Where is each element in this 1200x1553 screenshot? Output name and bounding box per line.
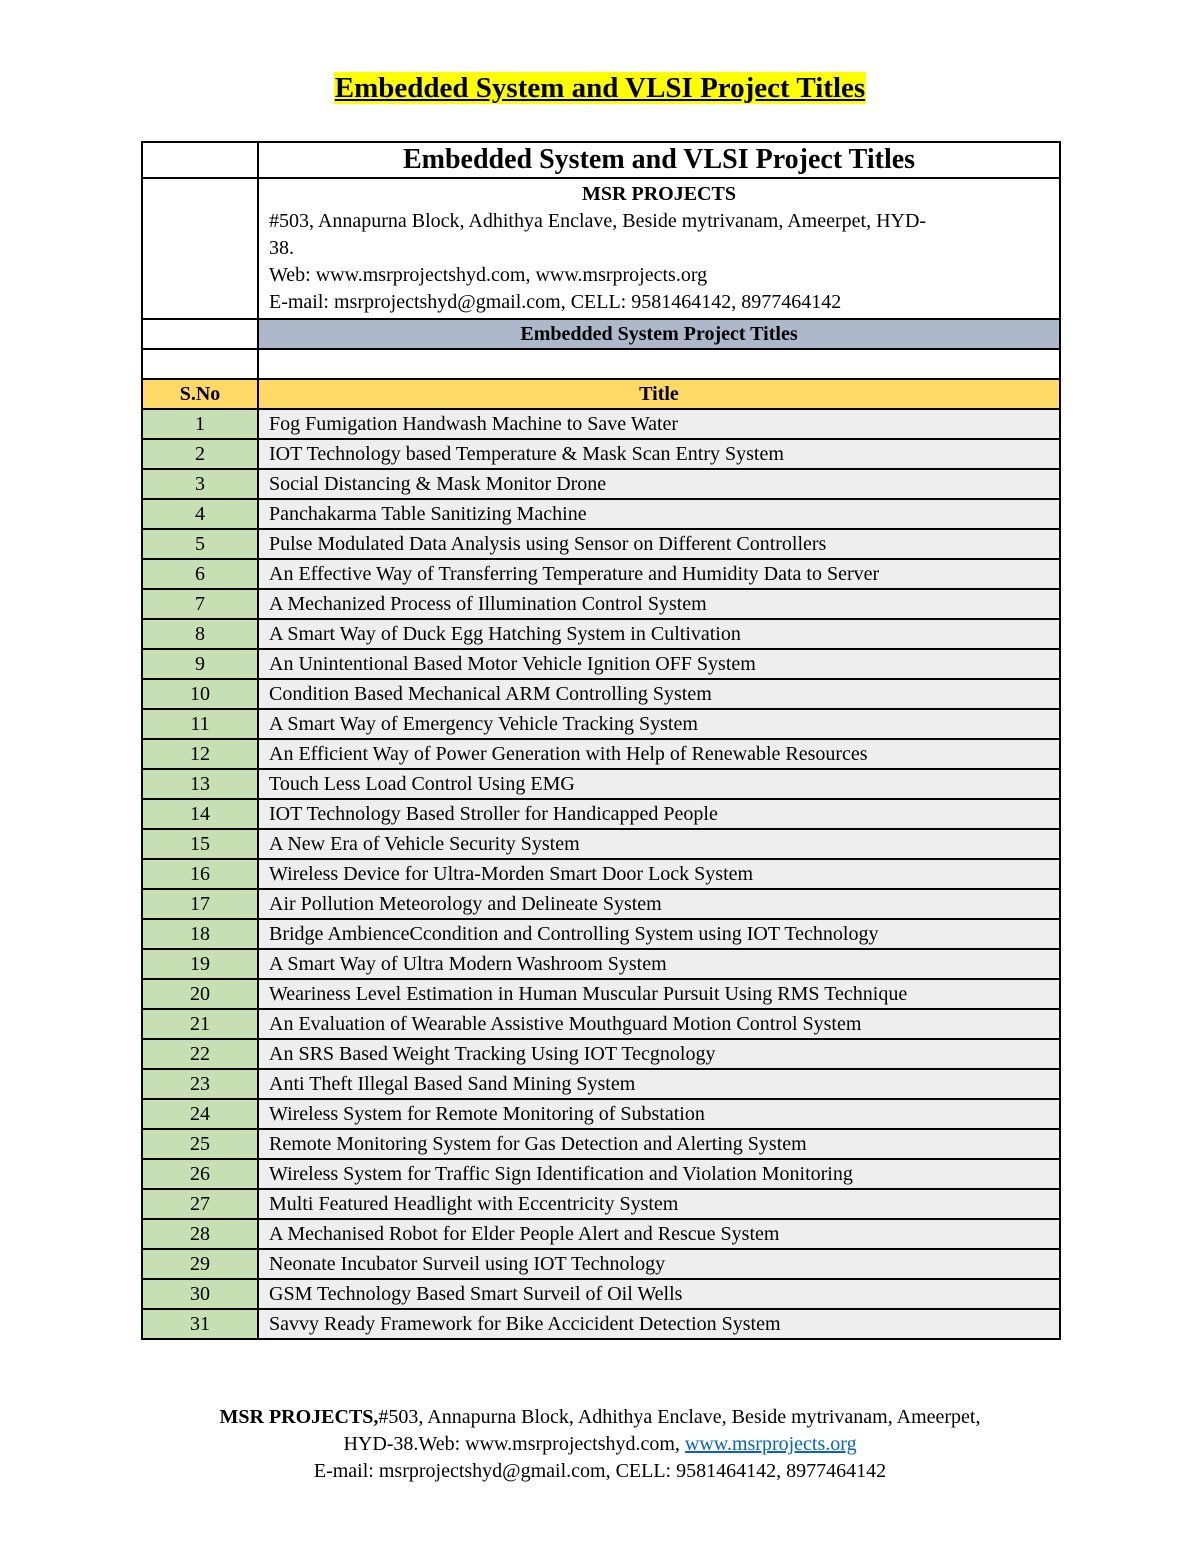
row-sno: 2 (142, 439, 258, 469)
row-title: Bridge AmbienceCcondition and Controlling System using IOT Technology (258, 919, 1060, 949)
footer-web: HYD-38.Web: www.msrprojectshyd.com, (343, 1433, 685, 1455)
table-heading-row (142, 142, 1060, 178)
row-sno: 18 (142, 919, 258, 949)
row-title: Condition Based Mechanical ARM Controlling System (258, 679, 1060, 709)
row-title: Savvy Ready Framework for Bike Accicident Detection System (258, 1309, 1060, 1339)
table-row (142, 1009, 1060, 1039)
table-row (142, 529, 1060, 559)
table-row (142, 1069, 1060, 1099)
row-title: A Mechanized Process of Illumination Control System (258, 589, 1060, 619)
row-sno: 31 (142, 1309, 258, 1339)
row-title: Air Pollution Meteorology and Delineate System (258, 889, 1060, 919)
row-title: Panchakarma Table Sanitizing Machine (258, 499, 1060, 529)
footer-address: #503, Annapurna Block, Adhithya Enclave, Beside mytrivanam, Ameerpet, (378, 1406, 981, 1428)
row-sno: 1 (142, 409, 258, 439)
info-empty-cell (142, 178, 258, 319)
column-header-title: Title (258, 379, 1060, 409)
row-sno: 14 (142, 799, 258, 829)
row-sno: 24 (142, 1099, 258, 1129)
table-row (142, 619, 1060, 649)
row-title: A Smart Way of Duck Egg Hatching System in Cultivation (258, 619, 1060, 649)
company-address-line1: #503, Annapurna Block, Adhithya Enclave, Beside mytrivanam, Ameerpet, HYD- (269, 210, 927, 232)
blank-row (142, 349, 1060, 379)
row-title: An Effective Way of Transferring Temperature and Humidity Data to Server (258, 559, 1060, 589)
row-title: IOT Technology Based Stroller for Handicapped People (258, 799, 1060, 829)
row-sno: 19 (142, 949, 258, 979)
row-title: An Evaluation of Wearable Assistive Mouthguard Motion Control System (258, 1009, 1060, 1039)
row-sno: 4 (142, 499, 258, 529)
table-row (142, 1309, 1060, 1339)
footer-website-link[interactable]: www.msrprojects.org (684, 1433, 857, 1455)
table-row (142, 1129, 1060, 1159)
footer-company: MSR PROJECTS, (219, 1406, 379, 1428)
table-row (142, 409, 1060, 439)
row-sno: 8 (142, 619, 258, 649)
row-title: Anti Theft Illegal Based Sand Mining System (258, 1069, 1060, 1099)
row-sno: 29 (142, 1249, 258, 1279)
company-info-row (142, 178, 1060, 319)
table-row (142, 709, 1060, 739)
table-row (142, 1099, 1060, 1129)
table-row (142, 859, 1060, 889)
row-sno: 17 (142, 889, 258, 919)
company-info-cell (258, 178, 1060, 319)
row-sno: 28 (142, 1219, 258, 1249)
table-row (142, 469, 1060, 499)
table-main-heading: Embedded System and VLSI Project Titles (258, 142, 1060, 178)
row-title: An Unintentional Based Motor Vehicle Ignition OFF System (258, 649, 1060, 679)
company-email: E-mail: msrprojectshyd@gmail.com, CELL: 9581464142, 8977464142 (269, 291, 842, 313)
row-sno: 22 (142, 1039, 258, 1069)
blank-cell (258, 349, 1060, 379)
row-title: Neonate Incubator Surveil using IOT Technology (258, 1249, 1060, 1279)
document-title-text: Embedded System and VLSI Project Titles (334, 72, 866, 104)
company-web: Web: www.msrprojectshyd.com, www.msrprojects.org (269, 264, 708, 286)
page-footer (0, 1404, 1200, 1485)
row-sno: 21 (142, 1009, 258, 1039)
table-row (142, 889, 1060, 919)
row-title: A Mechanised Robot for Elder People Alert and Rescue System (258, 1219, 1060, 1249)
table-row (142, 1279, 1060, 1309)
footer-line3: E-mail: msrprojectshyd@gmail.com, CELL: 9581464142, 8977464142 (313, 1460, 887, 1482)
row-title: Social Distancing & Mask Monitor Drone (258, 469, 1060, 499)
table-row (142, 1249, 1060, 1279)
table-row (142, 949, 1060, 979)
table-row (142, 1219, 1060, 1249)
table-row (142, 829, 1060, 859)
row-sno: 6 (142, 559, 258, 589)
table-row (142, 559, 1060, 589)
table-row (142, 439, 1060, 469)
table-row (142, 589, 1060, 619)
company-name: MSR PROJECTS (582, 183, 736, 205)
row-title: A New Era of Vehicle Security System (258, 829, 1060, 859)
row-sno: 27 (142, 1189, 258, 1219)
row-sno: 26 (142, 1159, 258, 1189)
table-row (142, 499, 1060, 529)
row-title: A Smart Way of Emergency Vehicle Tracking System (258, 709, 1060, 739)
row-title: An Efficient Way of Power Generation with Help of Renewable Resources (258, 739, 1060, 769)
footer-line1 (0, 1404, 1200, 1431)
row-sno: 15 (142, 829, 258, 859)
row-title: Wireless System for Traffic Sign Identification and Violation Monitoring (258, 1159, 1060, 1189)
project-titles-table (141, 141, 1061, 1340)
table-row (142, 679, 1060, 709)
row-title: A Smart Way of Ultra Modern Washroom System (258, 949, 1060, 979)
row-title: Wireless System for Remote Monitoring of Substation (258, 1099, 1060, 1129)
row-sno: 30 (142, 1279, 258, 1309)
table-row (142, 1159, 1060, 1189)
row-title: Remote Monitoring System for Gas Detection and Alerting System (258, 1129, 1060, 1159)
table-row (142, 739, 1060, 769)
row-title: Pulse Modulated Data Analysis using Sensor on Different Controllers (258, 529, 1060, 559)
table-row (142, 1189, 1060, 1219)
row-sno: 25 (142, 1129, 258, 1159)
column-header-row (142, 379, 1060, 409)
row-title: GSM Technology Based Smart Surveil of Oil Wells (258, 1279, 1060, 1309)
row-sno: 7 (142, 589, 258, 619)
row-sno: 5 (142, 529, 258, 559)
row-sno: 13 (142, 769, 258, 799)
row-sno: 16 (142, 859, 258, 889)
table-row (142, 979, 1060, 1009)
table-row (142, 769, 1060, 799)
company-address-line2: 38. (269, 237, 294, 259)
heading-empty-cell (142, 142, 258, 178)
section-heading: Embedded System Project Titles (258, 319, 1060, 349)
table-row (142, 919, 1060, 949)
row-title: Touch Less Load Control Using EMG (258, 769, 1060, 799)
row-sno: 12 (142, 739, 258, 769)
row-title: An SRS Based Weight Tracking Using IOT Tecgnology (258, 1039, 1060, 1069)
row-sno: 3 (142, 469, 258, 499)
section-heading-row (142, 319, 1060, 349)
row-sno: 9 (142, 649, 258, 679)
row-sno: 23 (142, 1069, 258, 1099)
table-row (142, 799, 1060, 829)
row-title: Wireless Device for Ultra-Morden Smart Door Lock System (258, 859, 1060, 889)
document-title (0, 72, 1200, 105)
row-title: Fog Fumigation Handwash Machine to Save Water (258, 409, 1060, 439)
row-title: Multi Featured Headlight with Eccentricity System (258, 1189, 1060, 1219)
row-title: IOT Technology based Temperature & Mask Scan Entry System (258, 439, 1060, 469)
blank-cell (142, 349, 258, 379)
row-sno: 11 (142, 709, 258, 739)
table-row (142, 649, 1060, 679)
row-title: Weariness Level Estimation in Human Muscular Pursuit Using RMS Technique (258, 979, 1060, 1009)
section-empty-cell (142, 319, 258, 349)
column-header-sno: S.No (142, 379, 258, 409)
table-row (142, 1039, 1060, 1069)
row-sno: 20 (142, 979, 258, 1009)
footer-line2 (0, 1431, 1200, 1458)
row-sno: 10 (142, 679, 258, 709)
